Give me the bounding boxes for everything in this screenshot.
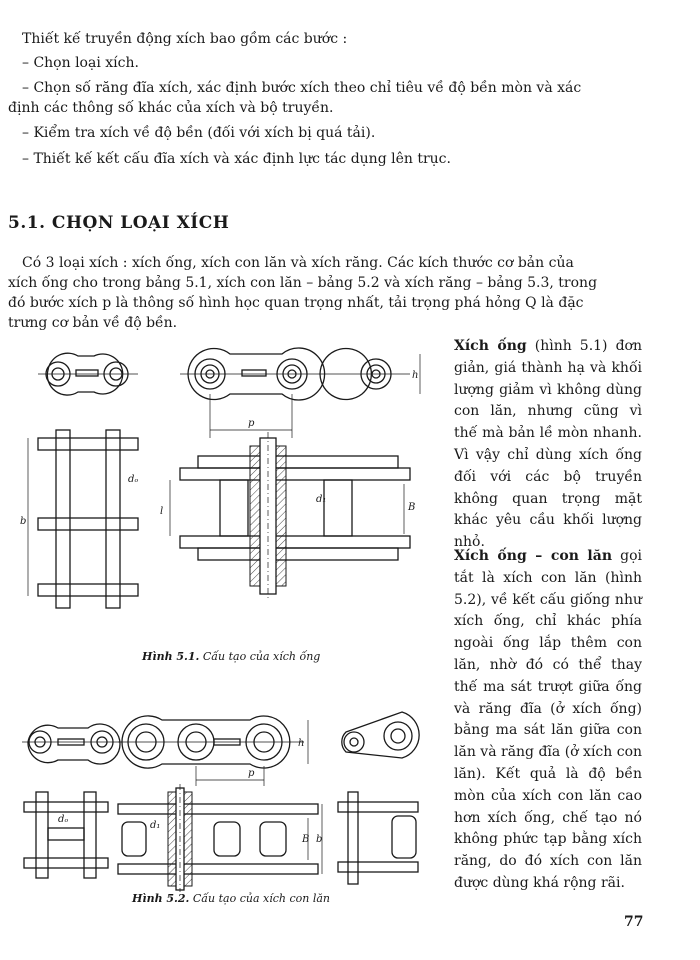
bushing-link-side-view bbox=[180, 348, 420, 438]
caption-text: Cấu tạo của xích ống bbox=[199, 650, 321, 663]
roller-chain-section-view bbox=[118, 784, 322, 892]
figure-bushing-chain-caption bbox=[142, 650, 320, 663]
section-paragraph-line: trưng cơ bản về độ bền. bbox=[8, 315, 178, 331]
section-paragraph-line: đó bước xích p là thông số hình học quan trọng nhất, tải trọng phá hỏng Q là đặc bbox=[8, 295, 584, 311]
step-choose-teeth-a: – Chọn số răng đĩa xích, xác định bước xích theo chỉ tiêu về độ bền mòn và xác bbox=[22, 80, 582, 96]
bushing-chain-section-view bbox=[160, 432, 415, 600]
intro-line: Thiết kế truyền động xích bao gồm các bước : bbox=[22, 31, 348, 47]
step-choose-type: – Chọn loại xích. bbox=[22, 55, 139, 71]
bushing-chain-paragraph bbox=[454, 336, 642, 554]
figure-roller-chain-drawing bbox=[18, 706, 438, 886]
height-label: h bbox=[412, 370, 419, 381]
roller-diameter-label: d₁ bbox=[150, 820, 161, 831]
bushing-diameter-label: d₁ bbox=[316, 494, 327, 505]
height-label: h bbox=[298, 738, 305, 749]
caption-text: Cấu tạo của xích con lăn bbox=[189, 892, 330, 905]
section-heading: 5.1. CHỌN LOẠI XÍCH bbox=[8, 213, 230, 233]
inner-width-label: B bbox=[302, 834, 310, 845]
inner-width-label: B bbox=[408, 502, 416, 513]
step-design-sprocket: – Thiết kế kết cấu đĩa xích và xác định lực tác dụng lên trục. bbox=[22, 151, 451, 167]
bushing-chain-text: (hình 5.1) đơn giản, giá thành hạ và khối lượng giảm vì không dùng con lăn, nhưng cũng vì thế mà bản lề mòn nhanh. Vì vậy chỉ dùng xích ống đối với các bộ truyền không quan trọng mặt khác yêu cầu khối lượng nhỏ. bbox=[454, 338, 642, 551]
width-label: b bbox=[316, 834, 323, 845]
figure-bushing-chain-drawing bbox=[20, 338, 440, 638]
figure-roller-chain-caption bbox=[132, 892, 330, 905]
section-paragraph-line: xích ống cho trong bảng 5.1, xích con lăn – bảng 5.2 và xích răng – bảng 5.3, trong bbox=[8, 275, 598, 291]
roller-chain-text: gọi tắt là xích con lăn (hình 5.2), về kết cấu giống như xích ống, chỉ khác phía ngoài ống lắp thêm con lăn, nhờ đó có thể thay thế ma sát trượt giữa ống và răng đĩa (ở xích ống) bằng ma sát lăn giữa con lăn và răng đĩa (ở xích con lăn). Kết quả là độ bền mòn của xích con lăn cao hơn xích ống, chế tạo nó không phức tạp bằng xích răng, do đó xích con lăn được dùng khá rộng rãi. bbox=[454, 548, 643, 891]
roller-chain-paragraph bbox=[454, 546, 642, 895]
section-paragraph-line: Có 3 loại xích : xích ống, xích con lăn và xích răng. Các kích thước cơ bản của bbox=[22, 255, 574, 271]
page-number: 77 bbox=[624, 914, 644, 930]
pin-diameter-label: dₒ bbox=[128, 474, 139, 485]
roller-link-side-view bbox=[118, 716, 308, 786]
pin-length-label: l bbox=[160, 506, 164, 517]
step-check-strength: – Kiểm tra xích về độ bền (đối với xích bị quá tải). bbox=[22, 125, 376, 141]
caption-number: Hình 5.2. bbox=[132, 892, 190, 905]
roller-connecting-link-front bbox=[338, 792, 418, 884]
bushing-chain-term: Xích ống bbox=[454, 338, 527, 354]
step-choose-teeth-b: định các thông số khác của xích và bộ truyền. bbox=[8, 100, 334, 116]
bushing-link-side-view-small bbox=[38, 353, 138, 395]
roller-link-side-view-small bbox=[22, 724, 122, 764]
bushing-link-front-view bbox=[20, 430, 138, 608]
width-label: b bbox=[20, 516, 27, 527]
roller-connecting-link bbox=[342, 712, 419, 758]
pitch-label: p bbox=[248, 418, 255, 429]
pin-diameter-label: dₒ bbox=[58, 814, 69, 825]
roller-link-front-view bbox=[24, 792, 108, 878]
roller-chain-term: Xích ống – con lăn bbox=[454, 548, 612, 564]
pitch-label: p bbox=[248, 768, 255, 779]
caption-number: Hình 5.1. bbox=[142, 650, 200, 663]
